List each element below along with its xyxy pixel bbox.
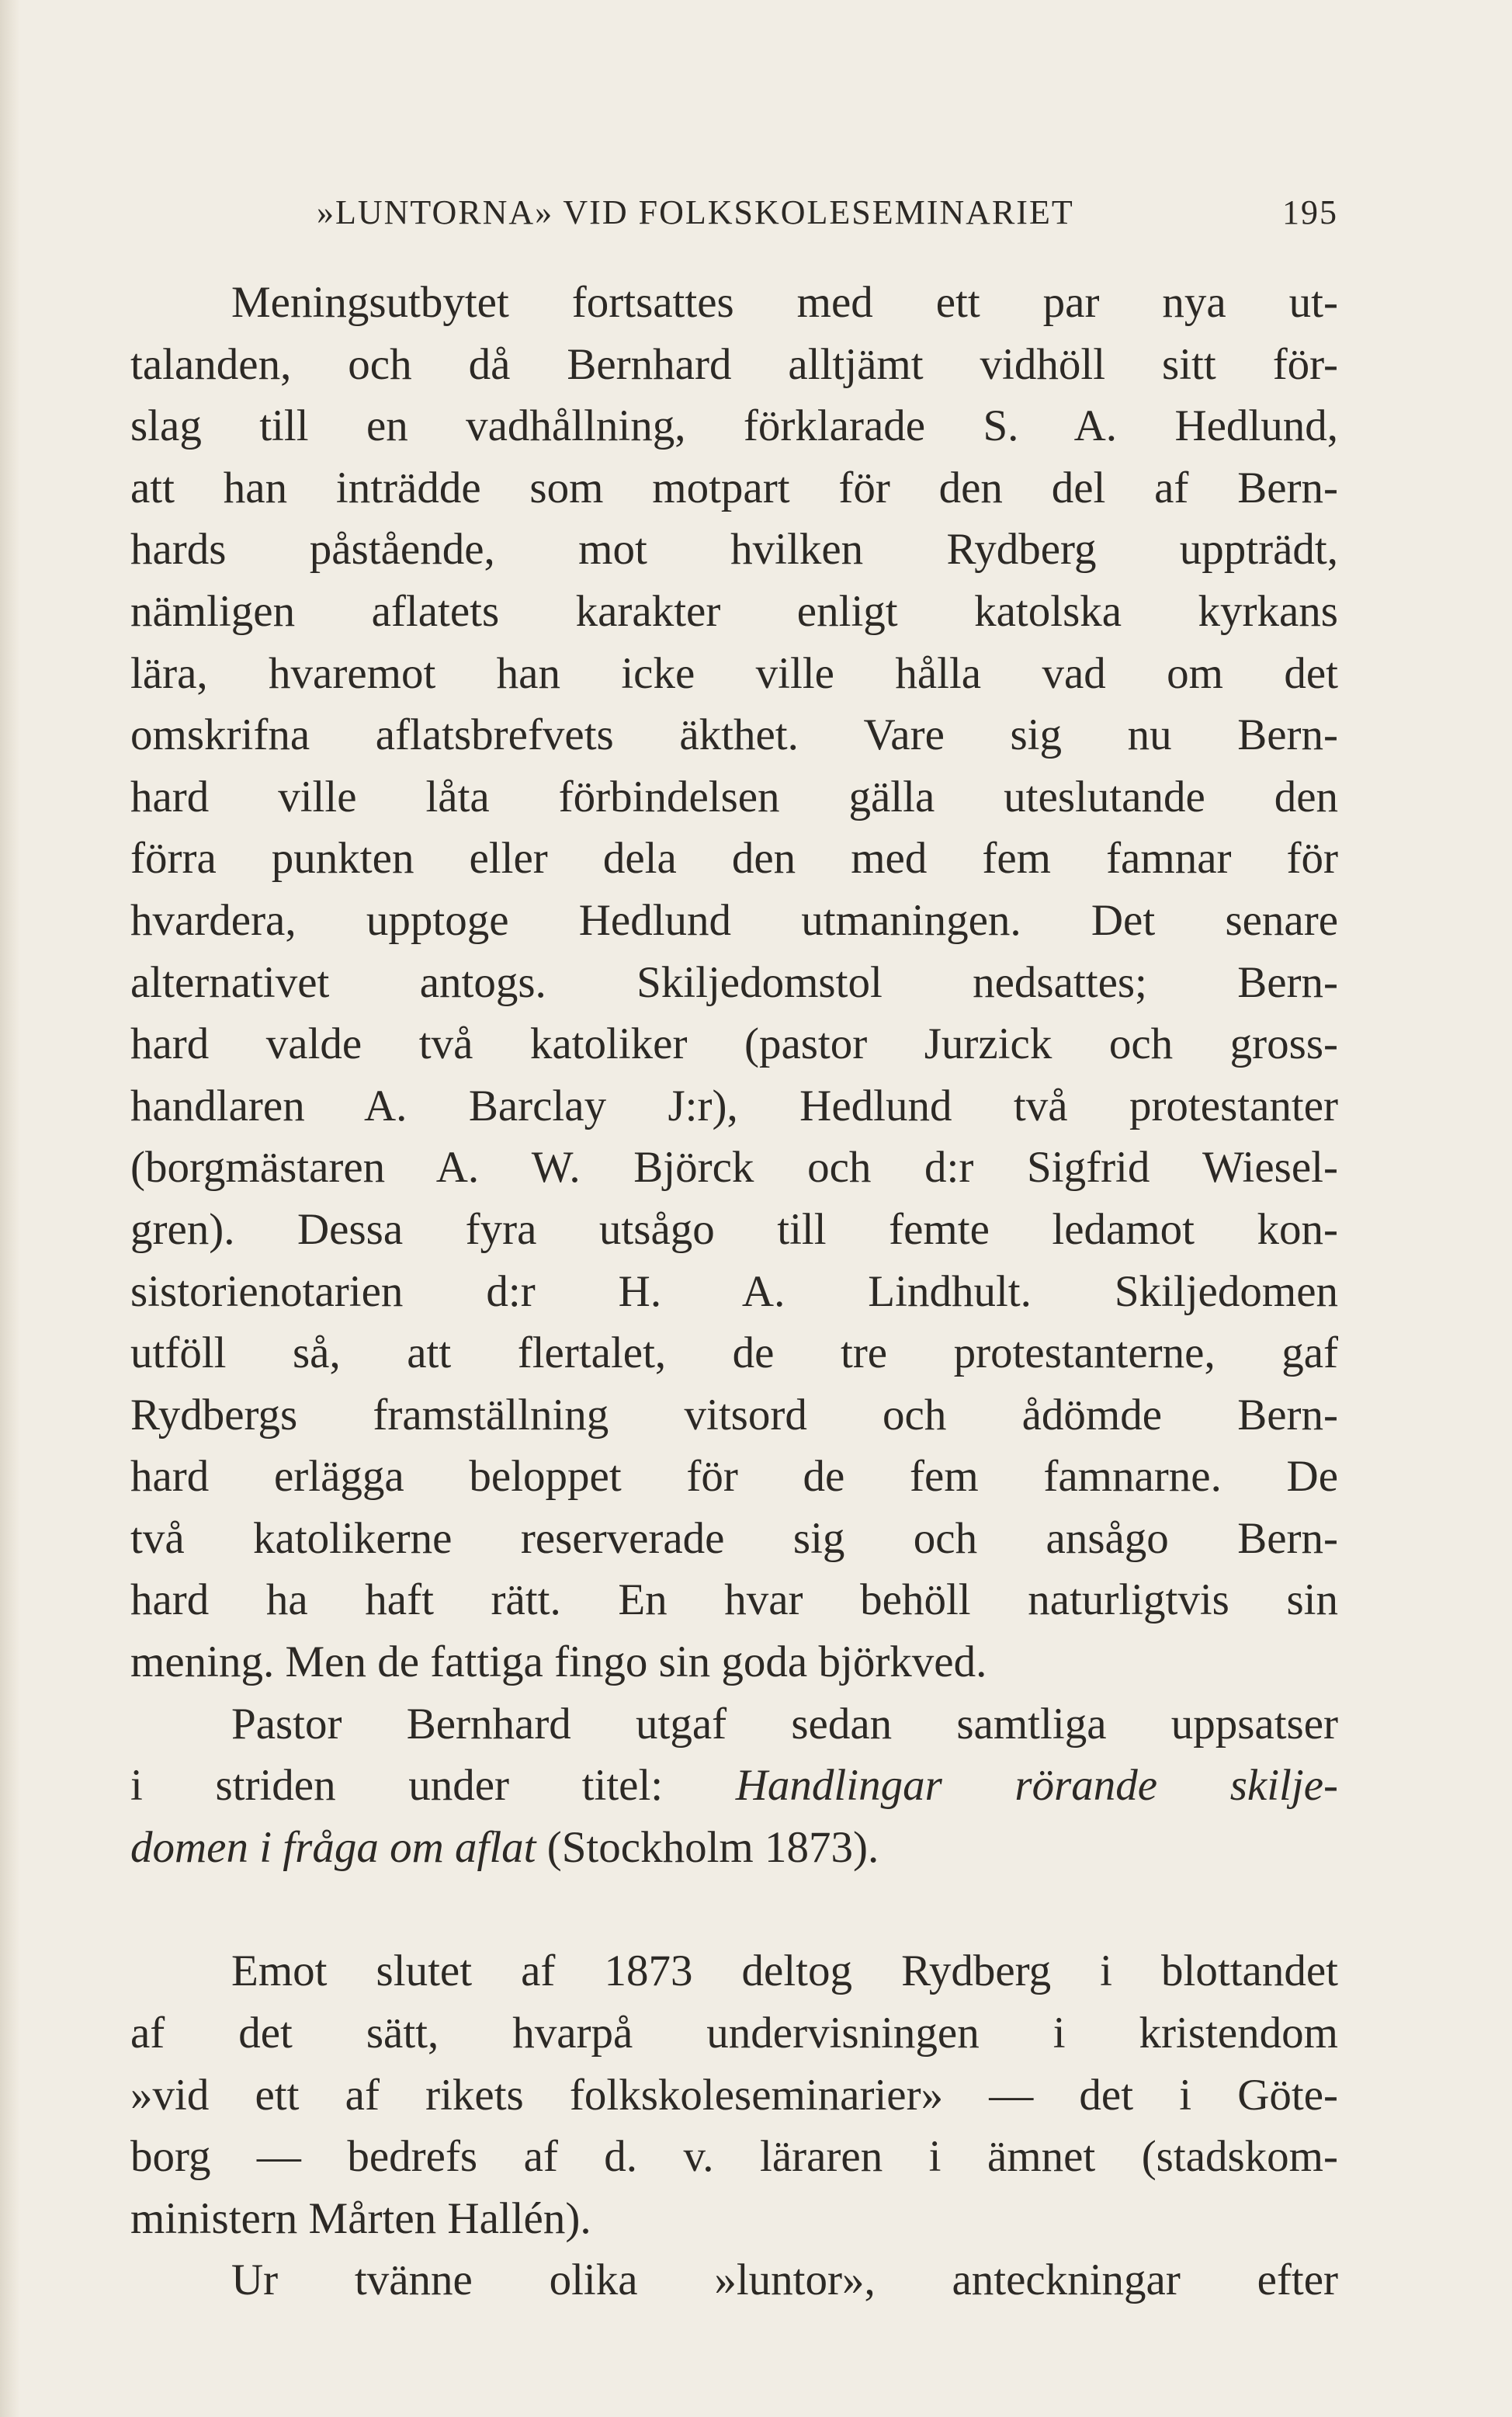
- text-line: hard valde två katoliker (pastor Jurzick och gross-: [130, 1019, 1338, 1069]
- text-line: mening. Men de fattiga fingo sin goda björkved.: [130, 1637, 987, 1687]
- page-edge-shadow: [0, 0, 20, 2417]
- text-line: hard ville låta förbindelsen gälla uteslutande den: [130, 772, 1338, 821]
- text-line: sistorienotarien d:r H. A. Lindhult. Skiljedomen: [130, 1266, 1338, 1316]
- text-line-mixed: [130, 1817, 1338, 1879]
- text-line: handlaren A. Barclay J:r), Hedlund två protestanter: [130, 1081, 1338, 1130]
- text-plain: (Stockholm 1873).: [536, 1822, 879, 1872]
- text-line: lära, hvaremot han icke ville hålla vad om det: [130, 648, 1338, 698]
- body-text: [130, 272, 1338, 2311]
- text-line: alternativet antogs. Skiljedomstol nedsattes; Bern-: [130, 957, 1338, 1007]
- text-line: Rydbergs framställning vitsord och ådömde Bern-: [130, 1390, 1338, 1439]
- book-title-italic: Handlingar rörande skilje-: [735, 1761, 1338, 1811]
- page-number: 195: [1282, 193, 1338, 231]
- text-line: Meningsutbytet fortsattes med ett par nya ut-: [231, 278, 1338, 327]
- text-line: (borgmästaren A. W. Björck och d:r Sigfrid Wiesel-: [130, 1143, 1338, 1193]
- book-title-italic: domen i fråga om aflat: [130, 1822, 536, 1872]
- running-head: [130, 189, 1338, 236]
- text-line: hard ha haft rätt. En hvar behöll naturligtvis sin: [130, 1575, 1338, 1625]
- text-line: omskrifna aflatsbrefvets äkthet. Vare sig nu Bern-: [130, 710, 1338, 760]
- text-line: hards påstående, mot hvilken Rydberg uppträdt,: [130, 525, 1338, 575]
- text-line: borg — bedrefs af d. v. läraren i ämnet (stadskom-: [130, 2132, 1338, 2182]
- chapter-title: »LUNTORNA» VID FOLKSKOLESEMINARIET: [317, 193, 1074, 231]
- text-line: »vid ett af rikets folkskoleseminarier» — det i Göte-: [130, 2070, 1338, 2120]
- text-line: af det sätt, hvarpå undervisningen i kristendom: [130, 2009, 1338, 2058]
- text-line: slag till en vadhållning, förklarade S. A. Hedlund,: [130, 401, 1338, 451]
- text-plain: i striden under titel:: [130, 1761, 736, 1811]
- text-line: utföll så, att flertalet, de tre protestanterne, gaf: [130, 1328, 1338, 1378]
- text-line: förra punkten eller dela den med fem famnar för: [130, 834, 1338, 884]
- text-line: hard erlägga beloppet för de fem famnarne. De: [130, 1452, 1338, 1502]
- text-line: att han inträdde som motpart för den del af Bern-: [130, 463, 1338, 512]
- text-line: talanden, och då Bernhard alltjämt vidhöll sitt för-: [130, 339, 1338, 389]
- text-line: Emot slutet af 1873 deltog Rydberg i blottandet: [231, 1946, 1338, 1996]
- section-gap: [130, 1878, 1338, 1940]
- text-line: Pastor Bernhard utgaf sedan samtliga uppsatser: [231, 1699, 1338, 1749]
- text-line-mixed: [130, 1755, 1338, 1817]
- text-line: Ur tvänne olika »luntor», anteckningar efter: [231, 2256, 1338, 2305]
- text-line: två katolikerne reserverade sig och ansågo Bern-: [130, 1513, 1338, 1563]
- text-line: gren). Dessa fyra utsågo till femte ledamot kon-: [130, 1204, 1338, 1254]
- text-line: ministern Mårten Hallén).: [130, 2193, 591, 2243]
- text-line: nämligen aflatets karakter enligt katolska kyrkans: [130, 586, 1338, 636]
- text-line: hvardera, upptoge Hedlund utmaningen. Det senare: [130, 895, 1338, 945]
